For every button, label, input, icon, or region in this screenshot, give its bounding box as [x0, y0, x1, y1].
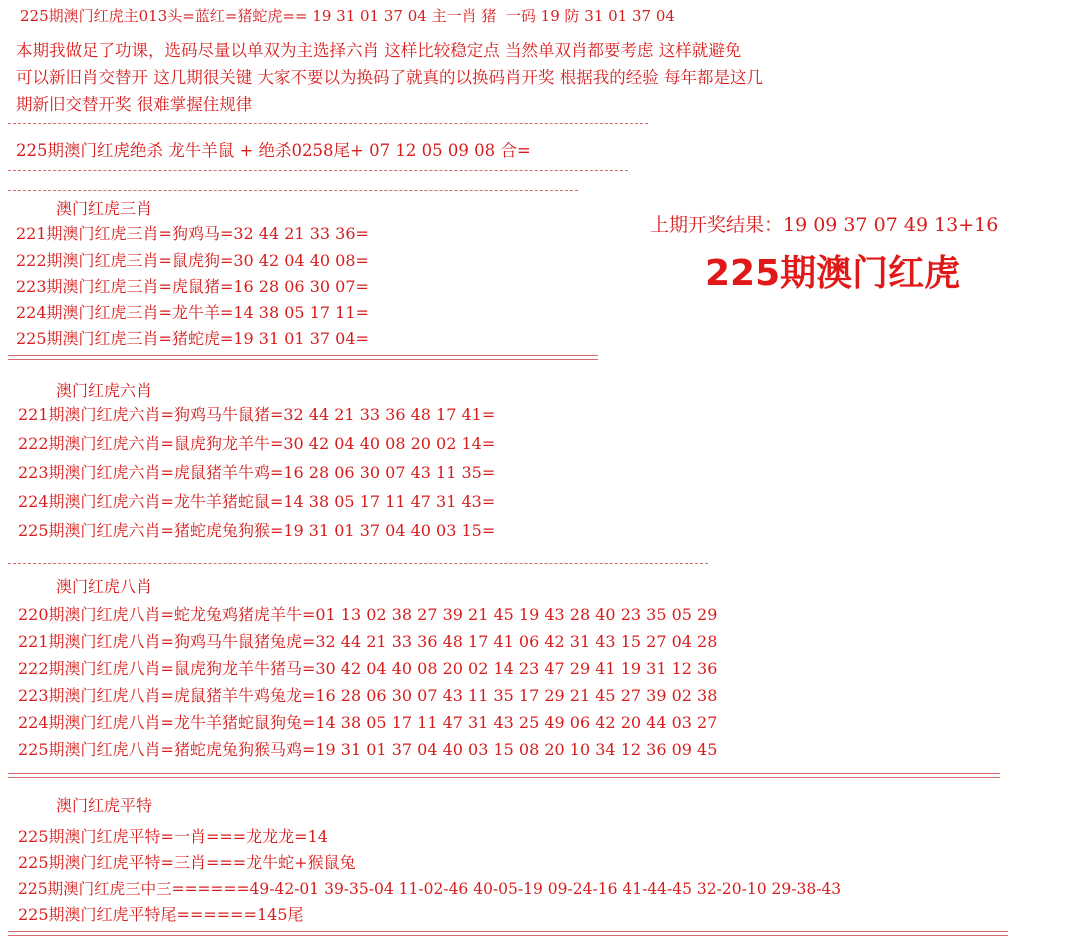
list-item: 224期澳门红虎八肖=龙牛羊猪蛇鼠狗兔=14 38 05 17 11 47 31 43 25 49 06 42 20 44 03 27: [18, 713, 718, 732]
list-item: 222期澳门红虎六肖=鼠虎狗龙羊牛=30 42 04 40 08 20 02 14=: [18, 434, 496, 453]
separator: [8, 123, 648, 124]
big-title: 225期澳门红虎: [705, 253, 961, 294]
list-item: 224期澳门红虎六肖=龙牛羊猪蛇鼠=14 38 05 17 11 47 31 43=: [18, 492, 496, 511]
list-item: 223期澳门红虎六肖=虎鼠猪羊牛鸡=16 28 06 30 07 43 11 35=: [18, 463, 496, 482]
intro-line-3: 期新旧交替开奖 很难掌握住规律: [16, 95, 253, 114]
intro-line-1: 本期我做足了功课，选码尽量以单双为主选择六肖 这样比较稳定点 当然单双肖都要考虑 这样就避免: [16, 41, 742, 60]
list-item: 225期澳门红虎平特=一肖===龙龙龙=14: [18, 827, 328, 846]
kill-line: 225期澳门红虎绝杀 龙牛羊鼠 + 绝杀0258尾+ 07 12 05 09 08 合=: [16, 141, 531, 160]
separator: [8, 170, 628, 171]
separator: [8, 563, 708, 564]
list-item: 225期澳门红虎平特=三肖===龙牛蛇+猴鼠兔: [18, 853, 356, 872]
separator: [8, 355, 598, 360]
list-item: 221期澳门红虎八肖=狗鸡马牛鼠猪兔虎=32 44 21 33 36 48 17 41 06 42 31 43 15 27 04 28: [18, 632, 718, 651]
list-item: 221期澳门红虎三肖=狗鸡马=32 44 21 33 36=: [16, 224, 369, 243]
list-item: 225期澳门红虎三中三======49-42-01 39-35-04 11-02-46 40-05-19 09-24-16 41-44-45 32-20-10 29-38-43: [18, 880, 842, 898]
separator: [8, 931, 1008, 936]
list-item: 221期澳门红虎六肖=狗鸡马牛鼠猪=32 44 21 33 36 48 17 41=: [18, 405, 496, 424]
last-result: 上期开奖结果：19 09 37 07 49 13+16: [650, 214, 999, 236]
list-item: 224期澳门红虎三肖=龙牛羊=14 38 05 17 11=: [16, 303, 369, 322]
section-title: 澳门红虎六肖: [56, 381, 153, 400]
section-title: 澳门红虎八肖: [56, 577, 153, 596]
list-item: 225期澳门红虎八肖=猪蛇虎兔狗猴马鸡=19 31 01 37 04 40 03 15 08 20 10 34 12 36 09 45: [18, 740, 718, 759]
list-item: 220期澳门红虎八肖=蛇龙兔鸡猪虎羊牛=01 13 02 38 27 39 21 45 19 43 28 40 23 35 05 29: [18, 605, 718, 624]
list-item: 225期澳门红虎三肖=猪蛇虎=19 31 01 37 04=: [16, 329, 369, 348]
header-line: 225期澳门红虎主013头=蓝红=猪蛇虎== 19 31 01 37 04 主一肖 猪 一码 19 防 31 01 37 04: [20, 7, 675, 25]
list-item: 222期澳门红虎三肖=鼠虎狗=30 42 04 40 08=: [16, 251, 369, 270]
list-item: 225期澳门红虎平特尾======145尾: [18, 905, 304, 924]
list-item: 223期澳门红虎三肖=虎鼠猪=16 28 06 30 07=: [16, 277, 369, 296]
section-title: 澳门红虎三肖: [56, 199, 153, 218]
list-item: 225期澳门红虎六肖=猪蛇虎兔狗猴=19 31 01 37 04 40 03 15=: [18, 521, 496, 540]
separator: [8, 773, 1000, 778]
list-item: 223期澳门红虎八肖=虎鼠猪羊牛鸡兔龙=16 28 06 30 07 43 11 35 17 29 21 45 27 39 02 38: [18, 686, 718, 705]
list-item: 222期澳门红虎八肖=鼠虎狗龙羊牛猪马=30 42 04 40 08 20 02 14 23 47 29 41 19 31 12 36: [18, 659, 718, 678]
section-title: 澳门红虎平特: [56, 796, 153, 815]
separator: [8, 190, 578, 191]
intro-line-2: 可以新旧肖交替开 这几期很关键 大家不要以为换码了就真的以换码肖开奖 根据我的经验 每年都是这几: [16, 68, 763, 87]
